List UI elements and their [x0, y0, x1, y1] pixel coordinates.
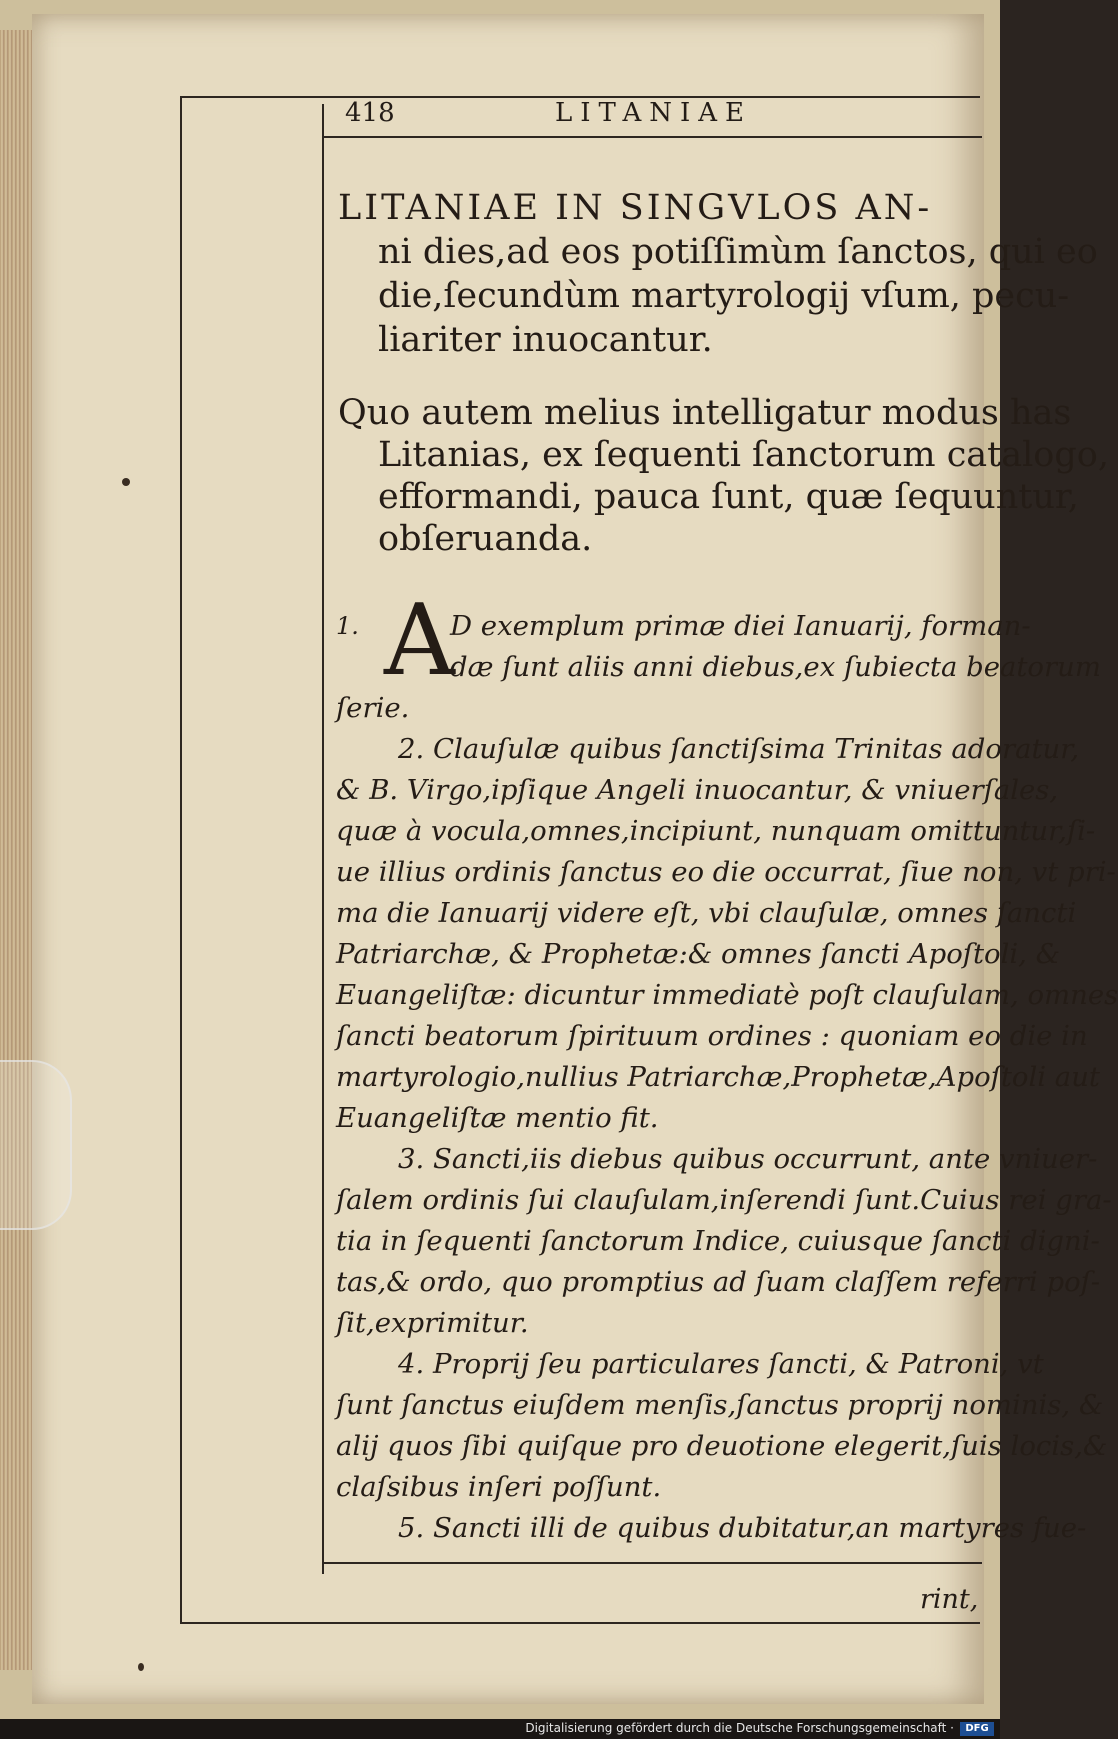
ink-speck [122, 478, 130, 486]
body-line: ue illius ordinis ſanctus eo die occurrat, ſiue non, vt pri- [336, 856, 1116, 888]
body-line: Patriarchæ, & Prophetæ:& omnes ſancti Apoſtoli, & [336, 938, 1061, 970]
ink-speck [138, 1663, 144, 1671]
page-clip [0, 1060, 72, 1230]
body-line: martyrologio,nullius Patriarchæ,Prophetæ,Apoſtoli aut [336, 1061, 1100, 1093]
body-line: tia in ſequenti ſanctorum Indice, cuiusque ſancti digni- [336, 1225, 1100, 1257]
body-line: ſalem ordinis ſui clauſulam,inſerendi ſunt.Cuius rei gra- [336, 1184, 1112, 1216]
body-line: ſunt ſanctus eiuſdem menſis,ſanctus proprij nominis, & [336, 1389, 1104, 1421]
funding-credit: Digitalisierung gefördert durch die Deutsche Forschungsgemeinschaft · [525, 1721, 954, 1735]
body-line: Euangeliſtæ mentio fit. [336, 1102, 659, 1134]
drop-capital: A [384, 584, 455, 698]
foot-rule [322, 1562, 982, 1564]
head-rule [322, 136, 982, 138]
running-title: LITANIAE [555, 98, 753, 128]
body-line: ma die Ianuarij videre eſt, vbi clauſulæ, omnes ſancti [336, 897, 1077, 929]
frame-rule-left [180, 96, 182, 1624]
book-fore-edge [0, 30, 36, 1670]
body-line: ſerie. [336, 692, 410, 724]
body-line: 3. Sancti,iis diebus quibus occurrunt, ante vniuer- [398, 1143, 1098, 1175]
body-line: D exemplum primæ diei Ianuarij, forman- [450, 610, 1031, 642]
body-line: dæ ſunt aliis anni diebus,ex ſubiecta beatorum [450, 651, 1101, 683]
body-line: tas,& ordo, quo promptius ad ſuam claſſem referri poſ- [336, 1266, 1101, 1298]
body-line: Euangeliſtæ: dicuntur immediatè poſt clauſulam, omnes [336, 979, 1118, 1011]
page-number: 418 [345, 98, 395, 128]
body-line: ſancti beatorum ſpirituum ordines : quoniam eo die in [336, 1020, 1088, 1052]
body-line: alij quos ſibi quiſque pro deuotione elegerit,ſuis locis,& [336, 1430, 1108, 1462]
body-text [336, 606, 1118, 1549]
catchword: rint, [920, 1584, 979, 1615]
heading-line: ni dies,ad eos potiſſimùm ſanctos, qui eo [378, 232, 1098, 272]
body-line: 5. Sancti illi de quibus dubitatur,an martyres fue- [398, 1512, 1087, 1544]
body-line: 4. Proprij ſeu particulares ſancti, & Patroni, vt [398, 1348, 1044, 1380]
body-line: 2. Clauſulæ quibus ſanctiſsima Trinitas adoratur, [398, 733, 1080, 765]
body-line: ſit,exprimitur. [336, 1307, 529, 1339]
frame-rule-bottom [180, 1622, 980, 1624]
body-line: & B. Virgo,ipſique Angeli inuocantur, & vniuerſales, [336, 774, 1059, 806]
heading-line: LITANIAE IN SINGVLOS AN- [338, 188, 933, 228]
intro-line: Quo autem melius intelligatur modus has [338, 393, 1072, 433]
intro-line: Litanias, ex ſequenti ſanctorum catalogo, [378, 435, 1109, 475]
dfg-logo: DFG [960, 1722, 994, 1736]
intro-line: obſeruanda. [378, 519, 593, 559]
body-line: quæ à vocula,omnes,incipiunt, nunquam omittuntur,ſi- [336, 815, 1096, 847]
heading-line: liariter inuocantur. [378, 320, 713, 360]
intro-line: efformandi, pauca ſunt, quæ ſequuntur, [378, 477, 1079, 517]
credit-bar [0, 1719, 1000, 1739]
heading-line: die,ſecundùm martyrologij vſum, pecu- [378, 276, 1070, 316]
body-line: claſsibus inſeri poſſunt. [336, 1471, 662, 1503]
section-heading [338, 186, 1098, 362]
item-number: 1. [336, 612, 359, 640]
running-head [345, 98, 985, 132]
margin-rule [322, 104, 324, 1574]
intro-paragraph [338, 392, 1109, 560]
